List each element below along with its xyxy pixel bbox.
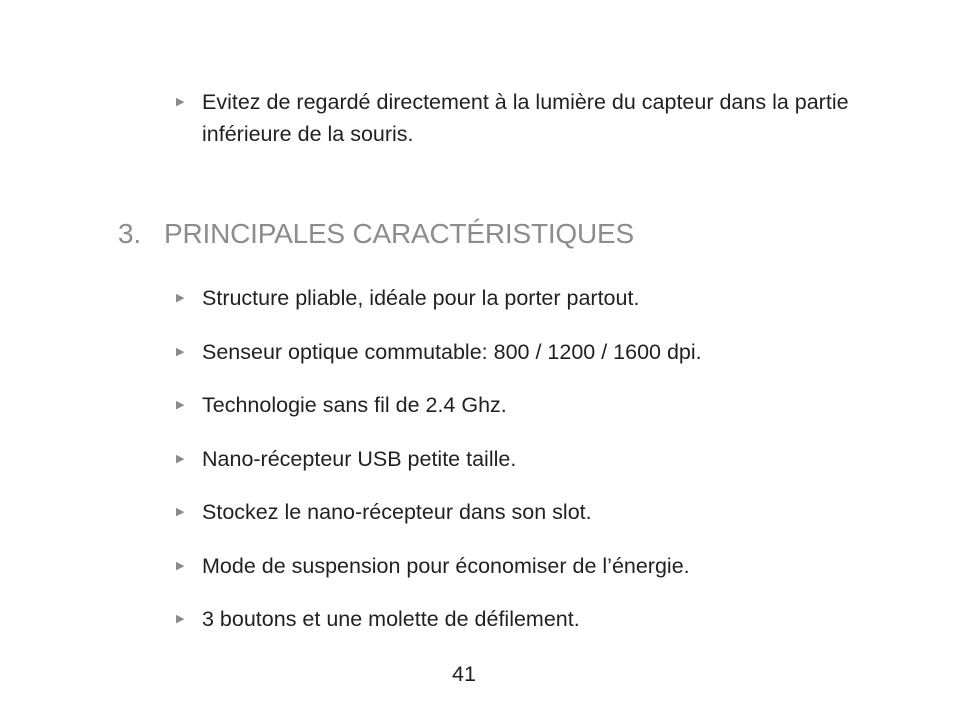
list-item — [176, 336, 702, 368]
triangle-bullet-icon: ▶ — [176, 559, 185, 572]
intro-bullet-list — [176, 86, 876, 150]
triangle-bullet-icon: ▶ — [176, 96, 185, 108]
bullet-text: Senseur optique commutable: 800 / 1200 / 1600 dpi. — [202, 339, 702, 364]
triangle-bullet-icon: ▶ — [176, 345, 185, 358]
bullet-text: Mode de suspension pour économiser de l’énergie. — [202, 553, 690, 578]
triangle-bullet-icon: ▶ — [176, 292, 185, 304]
triangle-bullet-icon: ▶ — [176, 613, 185, 625]
list-item — [176, 550, 702, 582]
list-item — [176, 603, 702, 635]
triangle-bullet-icon: ▶ — [176, 506, 185, 518]
list-item — [176, 443, 702, 475]
bullet-text: Technologie sans fil de 2.4 Ghz. — [202, 393, 507, 417]
bullet-text: Evitez de regardé directement à la lumière du capteur dans la partie inférieure de la souris. — [202, 90, 849, 146]
list-item — [176, 496, 702, 528]
list-item — [176, 389, 702, 421]
section-number: 3. — [118, 218, 141, 249]
list-item — [176, 282, 702, 314]
bullet-text: 3 boutons et une molette de défilement. — [202, 607, 580, 631]
list-item — [176, 86, 876, 150]
triangle-bullet-icon: ▶ — [176, 452, 185, 465]
page-number: 41 — [452, 662, 476, 686]
bullet-text: Nano-récepteur USB petite taille. — [202, 446, 517, 471]
section-heading — [118, 218, 634, 250]
bullet-text: Stockez le nano-récepteur dans son slot. — [202, 500, 592, 524]
bullet-text: Structure pliable, idéale pour la porter partout. — [202, 286, 640, 310]
triangle-bullet-icon: ▶ — [176, 399, 185, 411]
features-list — [176, 282, 702, 657]
section-title: PRINCIPALES CARACTÉRISTIQUES — [164, 218, 634, 249]
